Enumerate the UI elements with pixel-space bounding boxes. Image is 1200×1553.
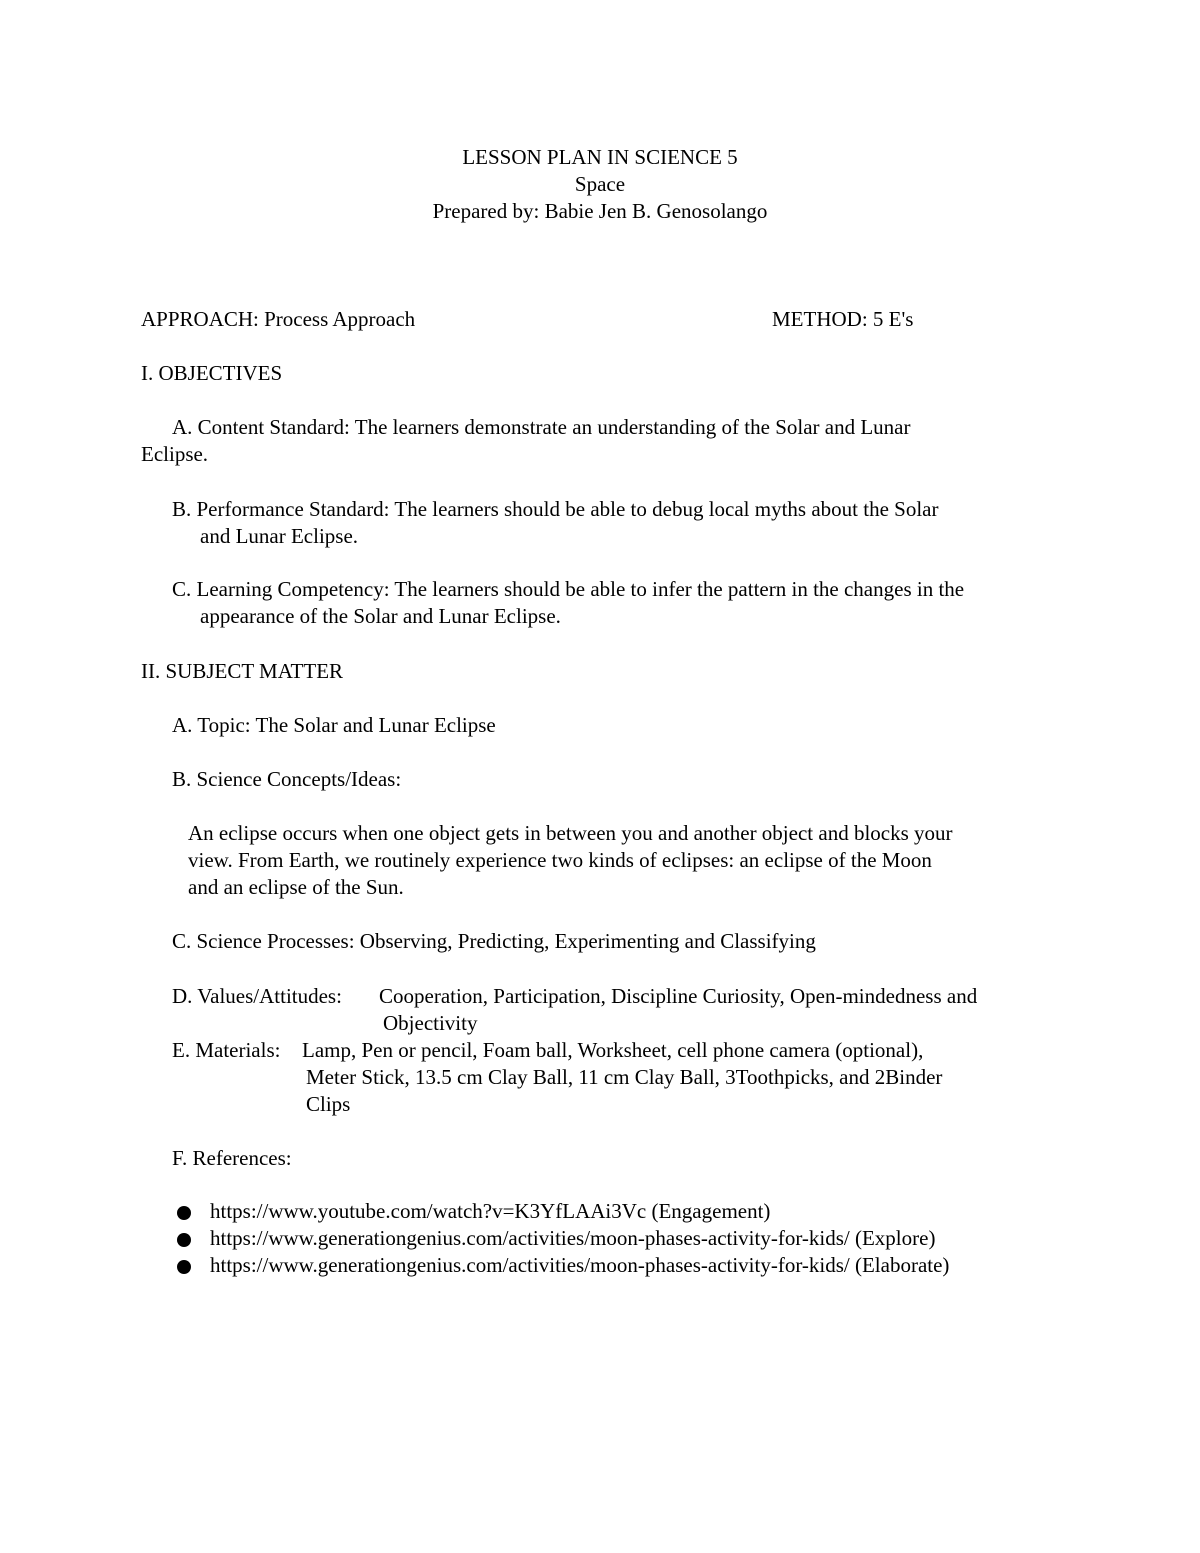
reference-link[interactable]: https://www.youtube.com/watch?v=K3YfLAAi3Vc (Engagement) [210, 1199, 771, 1223]
concepts-text-line-1: An eclipse occurs when one object gets in between you and another object and blocks your [188, 821, 953, 845]
materials-line-3: Clips [306, 1092, 351, 1116]
reference-link[interactable]: https://www.generationgenius.com/activities/moon-phases-activity-for-kids/ (Explore) [210, 1226, 936, 1250]
materials-line-2: Meter Stick, 13.5 cm Clay Ball, 11 cm Clay Ball, 3Toothpicks, and 2Binder [306, 1065, 943, 1089]
objectives-heading: I. OBJECTIVES [141, 361, 283, 385]
reference-link[interactable]: https://www.generationgenius.com/activities/moon-phases-activity-for-kids/ (Elaborate) [210, 1253, 950, 1277]
method-text: METHOD: 5 E's [772, 307, 914, 331]
values-line-2: Objectivity [383, 1011, 478, 1035]
references-label: F. References: [172, 1146, 292, 1170]
subject-matter-heading: II. SUBJECT MATTER [141, 659, 344, 683]
performance-standard-line-1: B. Performance Standard: The learners should be able to debug local myths about the Solar [172, 497, 939, 521]
content-standard-line-1: A. Content Standard: The learners demonstrate an understanding of the Solar and Lunar [172, 415, 911, 439]
bullet-icon [177, 1260, 191, 1274]
science-processes-line: C. Science Processes: Observing, Predicting, Experimenting and Classifying [172, 929, 816, 953]
document-title: LESSON PLAN IN SCIENCE 5 [462, 145, 738, 169]
performance-standard-line-2: and Lunar Eclipse. [200, 524, 359, 548]
approach-text: APPROACH: Process Approach [141, 307, 416, 331]
learning-competency-line-2: appearance of the Solar and Lunar Eclipse. [200, 604, 561, 628]
prepared-by: Prepared by: Babie Jen B. Genosolango [432, 199, 768, 223]
concepts-label: B. Science Concepts/Ideas: [172, 767, 402, 791]
document-subtitle: Space [574, 172, 626, 196]
learning-competency-line-1: C. Learning Competency: The learners should be able to infer the pattern in the changes in the [172, 577, 965, 601]
bullet-icon [177, 1206, 191, 1220]
topic-line: A. Topic: The Solar and Lunar Eclipse [172, 713, 496, 737]
concepts-text-line-2: view. From Earth, we routinely experience two kinds of eclipses: an eclipse of the Moon [188, 848, 932, 872]
bullet-icon [177, 1233, 191, 1247]
content-standard-line-2: Eclipse. [141, 442, 209, 466]
values-label: D. Values/Attitudes: [172, 984, 342, 1008]
concepts-text-line-3: and an eclipse of the Sun. [188, 875, 404, 899]
materials-line-1: Lamp, Pen or pencil, Foam ball, Worksheet, cell phone camera (optional), [302, 1038, 924, 1062]
values-line-1: Cooperation, Participation, Discipline Curiosity, Open-mindedness and [379, 984, 978, 1008]
materials-label: E. Materials: [172, 1038, 281, 1062]
